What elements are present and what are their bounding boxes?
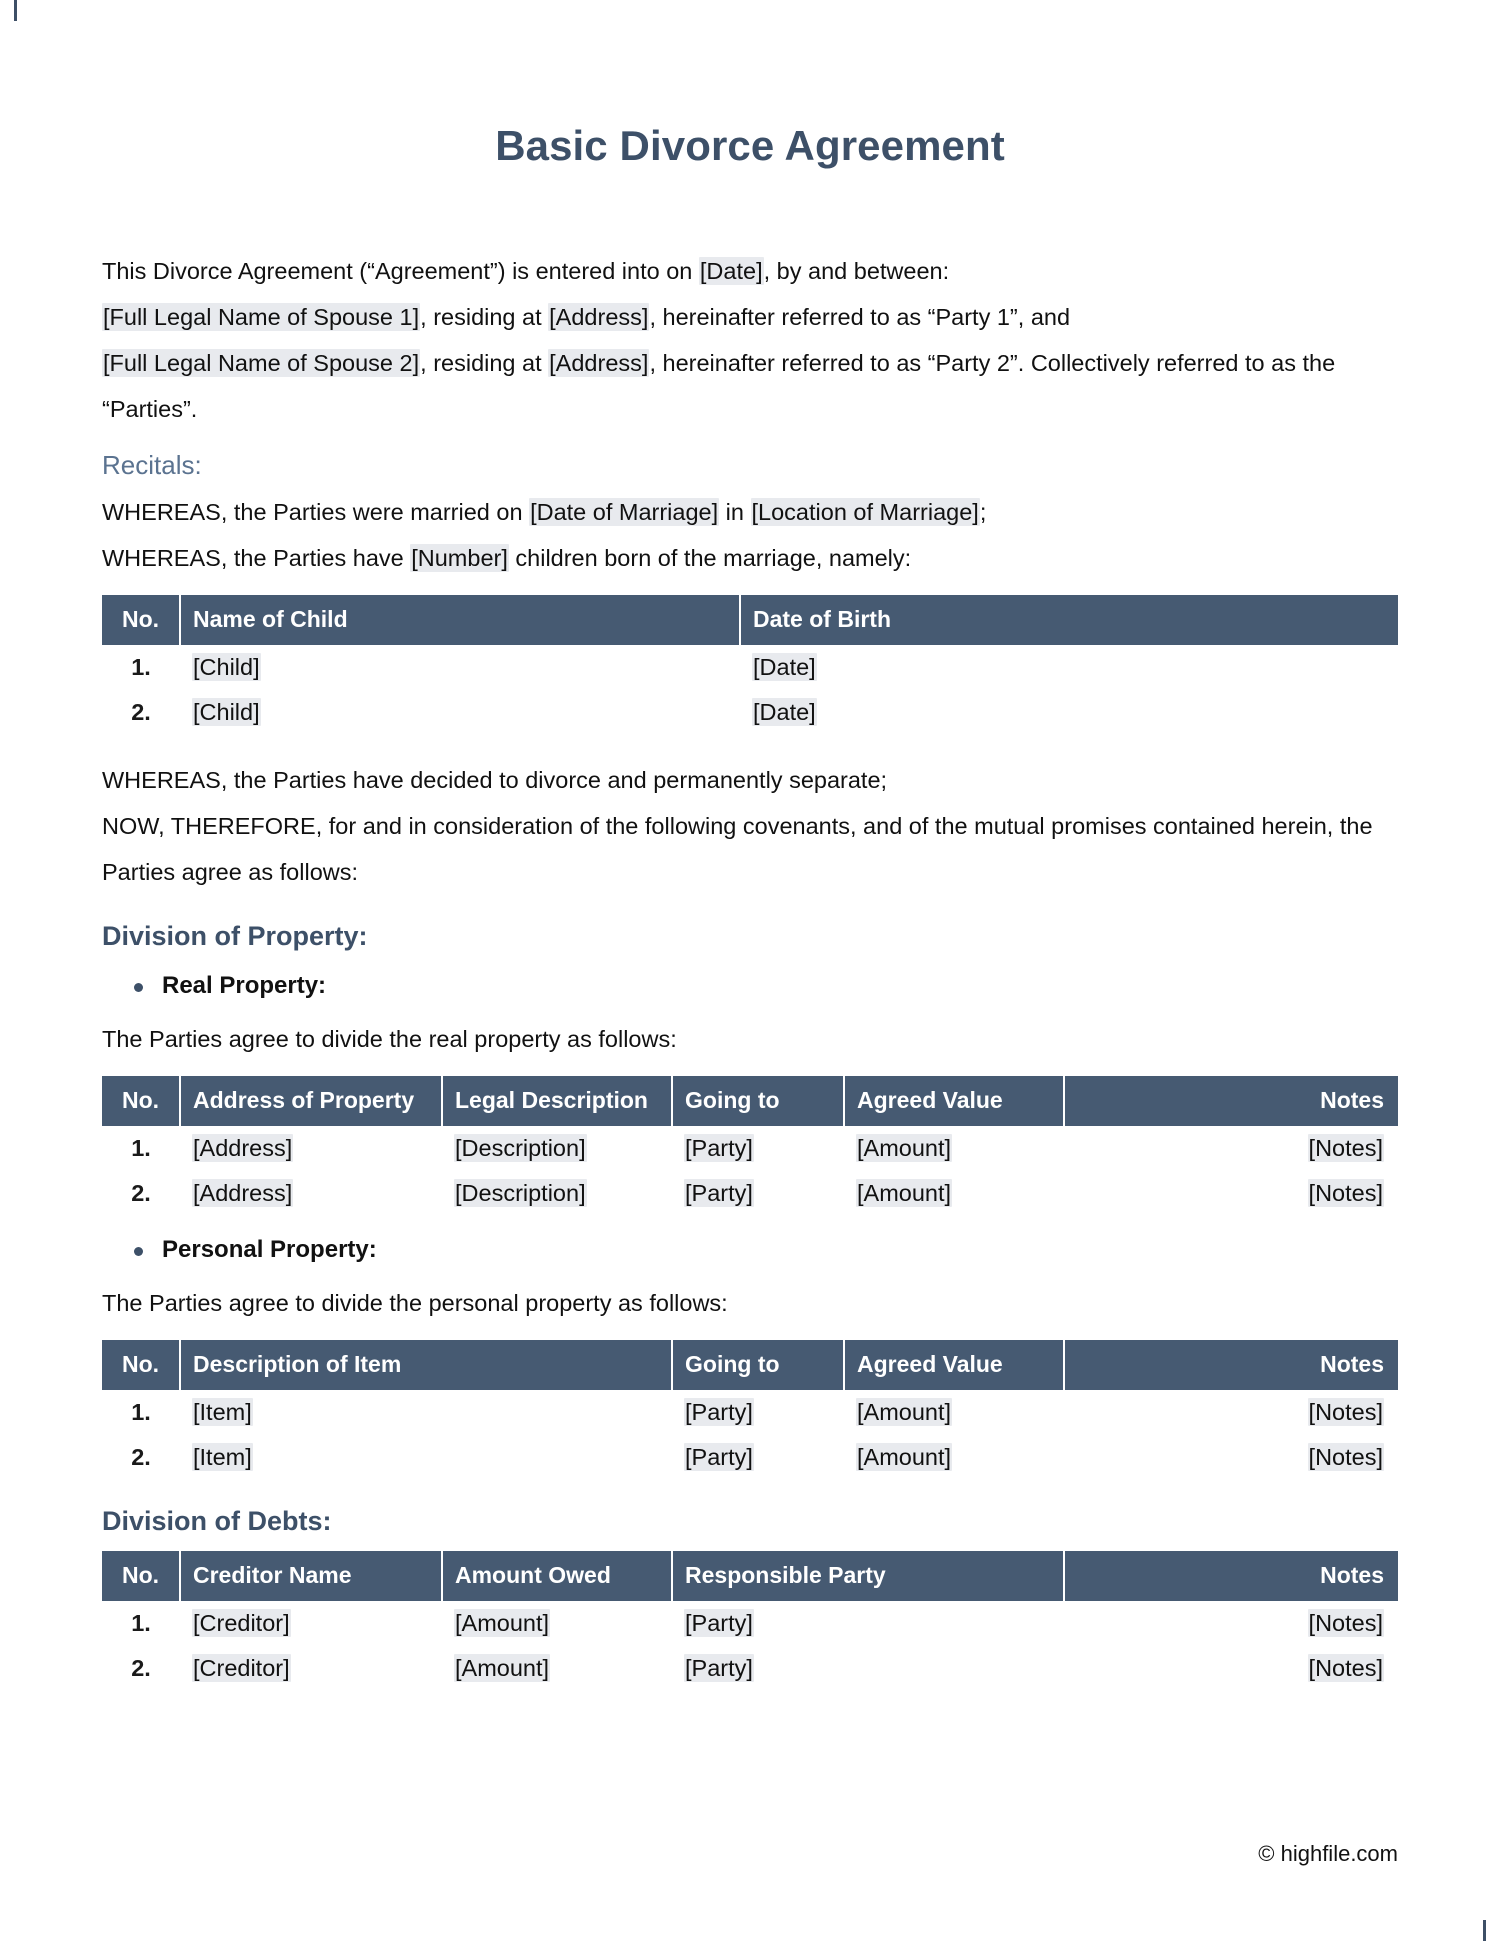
rp-col-notes: Notes <box>1064 1076 1398 1126</box>
placeholder-amount[interactable]: [Amount] <box>857 1444 952 1470</box>
placeholder-amount[interactable]: [Amount] <box>857 1399 952 1425</box>
placeholder-party[interactable]: [Party] <box>685 1610 753 1636</box>
table-row <box>102 1126 1398 1171</box>
footer-copyright: © highfile.com <box>1258 1841 1398 1866</box>
crop-mark-top-left <box>14 0 51 21</box>
crop-mark-bottom-right <box>1449 1920 1486 1941</box>
placeholder-amount[interactable]: [Amount] <box>455 1610 550 1636</box>
pp-row-2-no: 2. <box>131 1444 151 1470</box>
recitals-heading: Recitals: <box>102 450 202 480</box>
intro3-text-a: , residing at <box>420 350 549 376</box>
debt-row-2-no: 2. <box>131 1655 151 1681</box>
placeholder-notes[interactable]: [Notes] <box>1308 1610 1383 1636</box>
intro-paragraph-2 <box>102 294 1398 340</box>
debt-row-2-creditor <box>180 1646 442 1691</box>
table-row <box>102 1601 1398 1646</box>
pp-col-notes: Notes <box>1064 1340 1398 1390</box>
placeholder-item[interactable]: [Item] <box>193 1444 252 1470</box>
whereas2-text-b: children born of the marriage, namely: <box>508 545 912 571</box>
table-row <box>102 1435 1398 1480</box>
debts-table <box>102 1551 1398 1691</box>
placeholder-number-of-children[interactable]: [Number] <box>411 545 508 571</box>
intro2-text-b: , hereinafter referred to as “Party 1”, and <box>649 304 1071 330</box>
pp-row-1-no: 1. <box>131 1399 151 1425</box>
rp-row-1-legal <box>442 1126 672 1171</box>
placeholder-property-address[interactable]: [Address] <box>193 1180 293 1206</box>
rp-col-legal-description: Legal Description <box>442 1076 672 1126</box>
pp-row-2-value <box>844 1435 1064 1480</box>
children-row-1-name <box>180 645 740 690</box>
placeholder-location-of-marriage[interactable]: [Location of Marriage] <box>751 499 979 525</box>
whereas1-text-b: in <box>719 499 751 525</box>
pp-col-no: No. <box>102 1340 180 1390</box>
rp-row-1-going-to <box>672 1126 844 1171</box>
rp-col-agreed-value: Agreed Value <box>844 1076 1064 1126</box>
placeholder-amount[interactable]: [Amount] <box>455 1655 550 1681</box>
real-property-header-row <box>102 1076 1398 1126</box>
rp-row-2-legal <box>442 1171 672 1216</box>
placeholder-party[interactable]: [Party] <box>685 1444 753 1470</box>
placeholder-child-dob[interactable]: [Date] <box>753 699 816 725</box>
debt-col-creditor: Creditor Name <box>180 1551 442 1601</box>
placeholder-notes[interactable]: [Notes] <box>1308 1655 1383 1681</box>
children-col-no: No. <box>102 595 180 645</box>
placeholder-date[interactable]: [Date] <box>699 258 763 284</box>
placeholder-creditor[interactable]: [Creditor] <box>193 1655 290 1681</box>
placeholder-item[interactable]: [Item] <box>193 1399 252 1425</box>
placeholder-child-dob[interactable]: [Date] <box>753 654 816 680</box>
placeholder-spouse-1-name[interactable]: [Full Legal Name of Spouse 1] <box>103 304 420 330</box>
personal-property-bullet-list <box>102 1230 1398 1270</box>
children-col-dob: Date of Birth <box>740 595 1398 645</box>
placeholder-party[interactable]: [Party] <box>685 1399 753 1425</box>
debt-row-1-creditor <box>180 1601 442 1646</box>
rp-col-address: Address of Property <box>180 1076 442 1126</box>
debt-col-notes: Notes <box>1064 1551 1398 1601</box>
personal-property-intro: The Parties agree to divide the personal property as follows: <box>102 1290 728 1316</box>
pp-row-2-item <box>180 1435 672 1480</box>
document-content <box>102 0 1398 1691</box>
placeholder-notes[interactable]: [Notes] <box>1308 1135 1383 1161</box>
placeholder-amount[interactable]: [Amount] <box>857 1135 952 1161</box>
now-therefore-paragraph: NOW, THEREFORE, for and in consideration of the following covenants, and of the mutual promises contained herein, the Parties agree as follows: <box>102 813 1373 885</box>
rp-row-2-value <box>844 1171 1064 1216</box>
intro2-text-a: , residing at <box>420 304 549 330</box>
rp-col-going-to: Going to <box>672 1076 844 1126</box>
placeholder-notes[interactable]: [Notes] <box>1308 1180 1383 1206</box>
intro3-text-b: , hereinafter referred to as “Party 2”. Collectively referred to as the “Parties”. <box>102 350 1336 422</box>
children-table <box>102 595 1398 735</box>
debt-row-2-party <box>672 1646 1064 1691</box>
pp-col-description: Description of Item <box>180 1340 672 1390</box>
placeholder-child-name[interactable]: [Child] <box>193 654 260 680</box>
pp-col-going-to: Going to <box>672 1340 844 1390</box>
placeholder-spouse-2-name[interactable]: [Full Legal Name of Spouse 2] <box>103 350 420 376</box>
page-title: Basic Divorce Agreement <box>495 122 1005 169</box>
bullet-real-property: Real Property: <box>162 966 1398 1006</box>
children-row-2-no: 2. <box>131 699 151 725</box>
intro-paragraph-3 <box>102 340 1398 432</box>
personal-property-table <box>102 1340 1398 1480</box>
rp-row-2-going-to <box>672 1171 844 1216</box>
whereas1-text-c: ; <box>979 499 987 525</box>
bullet-personal-property: Personal Property: <box>162 1230 1398 1270</box>
pp-row-1-notes <box>1064 1390 1398 1435</box>
pp-row-1-going-to <box>672 1390 844 1435</box>
debt-row-1-no: 1. <box>131 1610 151 1636</box>
placeholder-spouse-1-address[interactable]: [Address] <box>549 304 649 330</box>
table-row <box>102 645 1398 690</box>
debt-row-2-notes <box>1064 1646 1398 1691</box>
children-row-1-no: 1. <box>131 654 151 680</box>
rp-row-2-notes <box>1064 1171 1398 1216</box>
debt-row-2-amount <box>442 1646 672 1691</box>
placeholder-spouse-2-address[interactable]: [Address] <box>549 350 649 376</box>
whereas-divorce-paragraph: WHEREAS, the Parties have decided to divorce and permanently separate; <box>102 767 888 793</box>
real-property-table <box>102 1076 1398 1216</box>
intro-text-b: , by and between: <box>763 258 950 284</box>
rp-col-no: No. <box>102 1076 180 1126</box>
children-table-header-row <box>102 595 1398 645</box>
real-property-bullet-list <box>102 966 1398 1006</box>
table-row <box>102 1646 1398 1691</box>
whereas-married-paragraph <box>102 489 1398 535</box>
placeholder-creditor[interactable]: [Creditor] <box>193 1610 290 1636</box>
intro-paragraph-1 <box>102 248 1398 294</box>
children-col-name: Name of Child <box>180 595 740 645</box>
whereas2-text-a: WHEREAS, the Parties have <box>102 545 411 571</box>
division-of-debts-heading: Division of Debts: <box>102 1506 332 1536</box>
rp-row-2-no: 2. <box>131 1180 151 1206</box>
debt-row-1-notes <box>1064 1601 1398 1646</box>
pp-col-agreed-value: Agreed Value <box>844 1340 1064 1390</box>
table-row <box>102 1171 1398 1216</box>
real-property-intro: The Parties agree to divide the real property as follows: <box>102 1026 677 1052</box>
placeholder-notes[interactable]: [Notes] <box>1308 1444 1383 1470</box>
rp-row-1-value <box>844 1126 1064 1171</box>
rp-row-2-address <box>180 1171 442 1216</box>
placeholder-party[interactable]: [Party] <box>685 1655 753 1681</box>
children-row-2-dob <box>740 690 1398 735</box>
rp-row-1-notes <box>1064 1126 1398 1171</box>
debt-col-no: No. <box>102 1551 180 1601</box>
rp-row-1-address <box>180 1126 442 1171</box>
intro-text-a: This Divorce Agreement (“Agreement”) is entered into on <box>102 258 699 284</box>
whereas1-text-a: WHEREAS, the Parties were married on <box>102 499 530 525</box>
placeholder-legal-description[interactable]: [Description] <box>455 1135 586 1161</box>
placeholder-date-of-marriage[interactable]: [Date of Marriage] <box>530 499 719 525</box>
intro-section <box>102 248 1398 432</box>
debt-row-1-party <box>672 1601 1064 1646</box>
debt-col-responsible-party: Responsible Party <box>672 1551 1064 1601</box>
rp-row-1-no: 1. <box>131 1135 151 1161</box>
placeholder-party[interactable]: [Party] <box>685 1180 753 1206</box>
pp-row-2-notes <box>1064 1435 1398 1480</box>
placeholder-legal-description[interactable]: [Description] <box>455 1180 586 1206</box>
debt-row-1-amount <box>442 1601 672 1646</box>
table-row <box>102 690 1398 735</box>
whereas-children-paragraph <box>102 535 1398 581</box>
placeholder-amount[interactable]: [Amount] <box>857 1180 952 1206</box>
division-of-property-heading: Division of Property: <box>102 921 368 951</box>
children-row-2-name <box>180 690 740 735</box>
placeholder-child-name[interactable]: [Child] <box>193 699 260 725</box>
personal-property-header-row <box>102 1340 1398 1390</box>
debts-header-row <box>102 1551 1398 1601</box>
placeholder-party[interactable]: [Party] <box>685 1135 753 1161</box>
placeholder-property-address[interactable]: [Address] <box>193 1135 293 1161</box>
pp-row-1-value <box>844 1390 1064 1435</box>
pp-row-1-item <box>180 1390 672 1435</box>
children-row-1-dob <box>740 645 1398 690</box>
pp-row-2-going-to <box>672 1435 844 1480</box>
table-row <box>102 1390 1398 1435</box>
placeholder-notes[interactable]: [Notes] <box>1308 1399 1383 1425</box>
debt-col-amount: Amount Owed <box>442 1551 672 1601</box>
